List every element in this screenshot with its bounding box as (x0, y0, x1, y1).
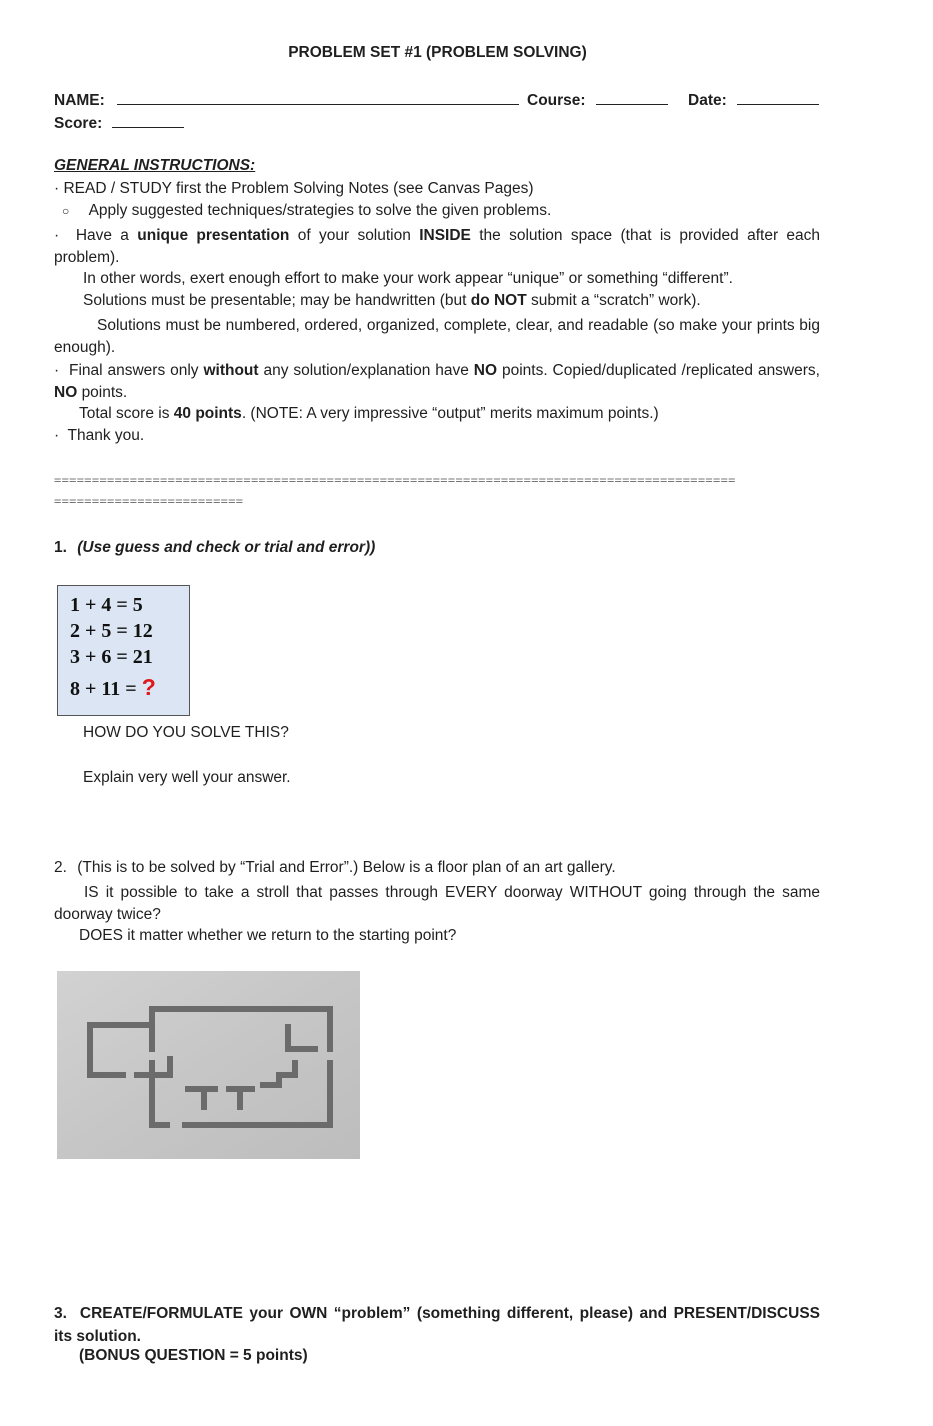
date-field[interactable] (688, 90, 819, 110)
problem-1-prompt: (Use guess and check or trial and error)) (77, 539, 376, 556)
problem-2-line-3: DOES it matter whether we return to the starting point? (79, 927, 457, 944)
equation-box (57, 585, 190, 716)
unknown-question-mark: ? (141, 674, 156, 700)
problem-number: 3. (54, 1305, 67, 1322)
bullet: · (54, 427, 60, 444)
name-label: NAME: (54, 92, 105, 109)
photo-background (57, 971, 360, 1159)
course-field[interactable] (527, 90, 668, 110)
equation-3: 3 + 6 = 21 (70, 646, 153, 668)
instruction-read: · READ / STUDY first the Problem Solving Notes (see Canvas Pages) (54, 180, 534, 197)
course-label: Course: (527, 92, 586, 109)
bullet: · (54, 362, 60, 379)
problem-number: 2. (54, 859, 67, 876)
instruction-numbered: Solutions must be numbered, ordered, organized, complete, clear, and readable (so make your prints big enough). (54, 317, 820, 356)
problem-2-line-2: IS it possible to take a stroll that passes through EVERY doorway WITHOUT going through the same doorway twice? (54, 884, 820, 923)
instruction-unique: · Have a unique presentation of your solution INSIDE the solution space (that is provided after each problem). (54, 227, 821, 266)
score-blank[interactable] (112, 113, 184, 128)
floor-plan-image (57, 971, 360, 1159)
equation-4: 8 + 11 = ? (70, 674, 156, 700)
date-blank[interactable] (737, 90, 819, 105)
course-blank[interactable] (596, 90, 668, 105)
page-title: PROBLEM SET #1 (PROBLEM SOLVING) (288, 44, 587, 61)
date-label: Date: (688, 92, 727, 109)
bullet: · (54, 227, 60, 244)
separator-line: ========================================================================================== (54, 473, 736, 487)
instruction-presentable: Solutions must be presentable; may be handwritten (but do NOT submit a “scratch” work). (83, 292, 701, 309)
problem-1-explain: Explain very well your answer. (83, 769, 291, 786)
problem-3-bonus: (BONUS QUESTION = 5 points) (79, 1347, 308, 1364)
instruction-apply: ○ Apply suggested techniques/strategies to solve the given problems. (62, 202, 552, 219)
bullet: · (54, 180, 60, 197)
instruction-total-score: Total score is 40 points. (NOTE: A very impressive “output” merits maximum points.) (79, 405, 659, 422)
problem-1-question: HOW DO YOU SOLVE THIS? (83, 724, 289, 741)
score-label: Score: (54, 115, 103, 132)
separator-line-short: ========================= (54, 494, 244, 508)
instructions-heading: GENERAL INSTRUCTIONS: (54, 157, 256, 174)
instruction-thanks: · Thank you. (54, 427, 145, 444)
score-field[interactable] (54, 113, 184, 133)
equation-2: 2 + 5 = 12 (70, 620, 153, 642)
equation-1: 1 + 4 = 5 (70, 594, 143, 616)
instruction-final-answers: · Final answers only without any solution/explanation have NO points. Copied/duplicated /replicated answers, NO points. (54, 362, 820, 401)
sub-bullet: ○ (62, 204, 70, 218)
name-blank[interactable] (117, 90, 519, 105)
problem-number: 1. (54, 539, 67, 556)
problem-2-line-1: 2. (This is to be solved by “Trial and Error”.) Below is a floor plan of an art gallery. (54, 859, 616, 876)
instruction-other-words: In other words, exert enough effort to make your work appear “unique” or something “different”. (83, 270, 733, 287)
name-field[interactable] (54, 90, 519, 110)
problem-3-text: 3. CREATE/FORMULATE your OWN “problem” (something different, please) and PRESENT/DISCUSS its solution. (54, 1305, 820, 1345)
problem-1-heading (54, 539, 375, 557)
